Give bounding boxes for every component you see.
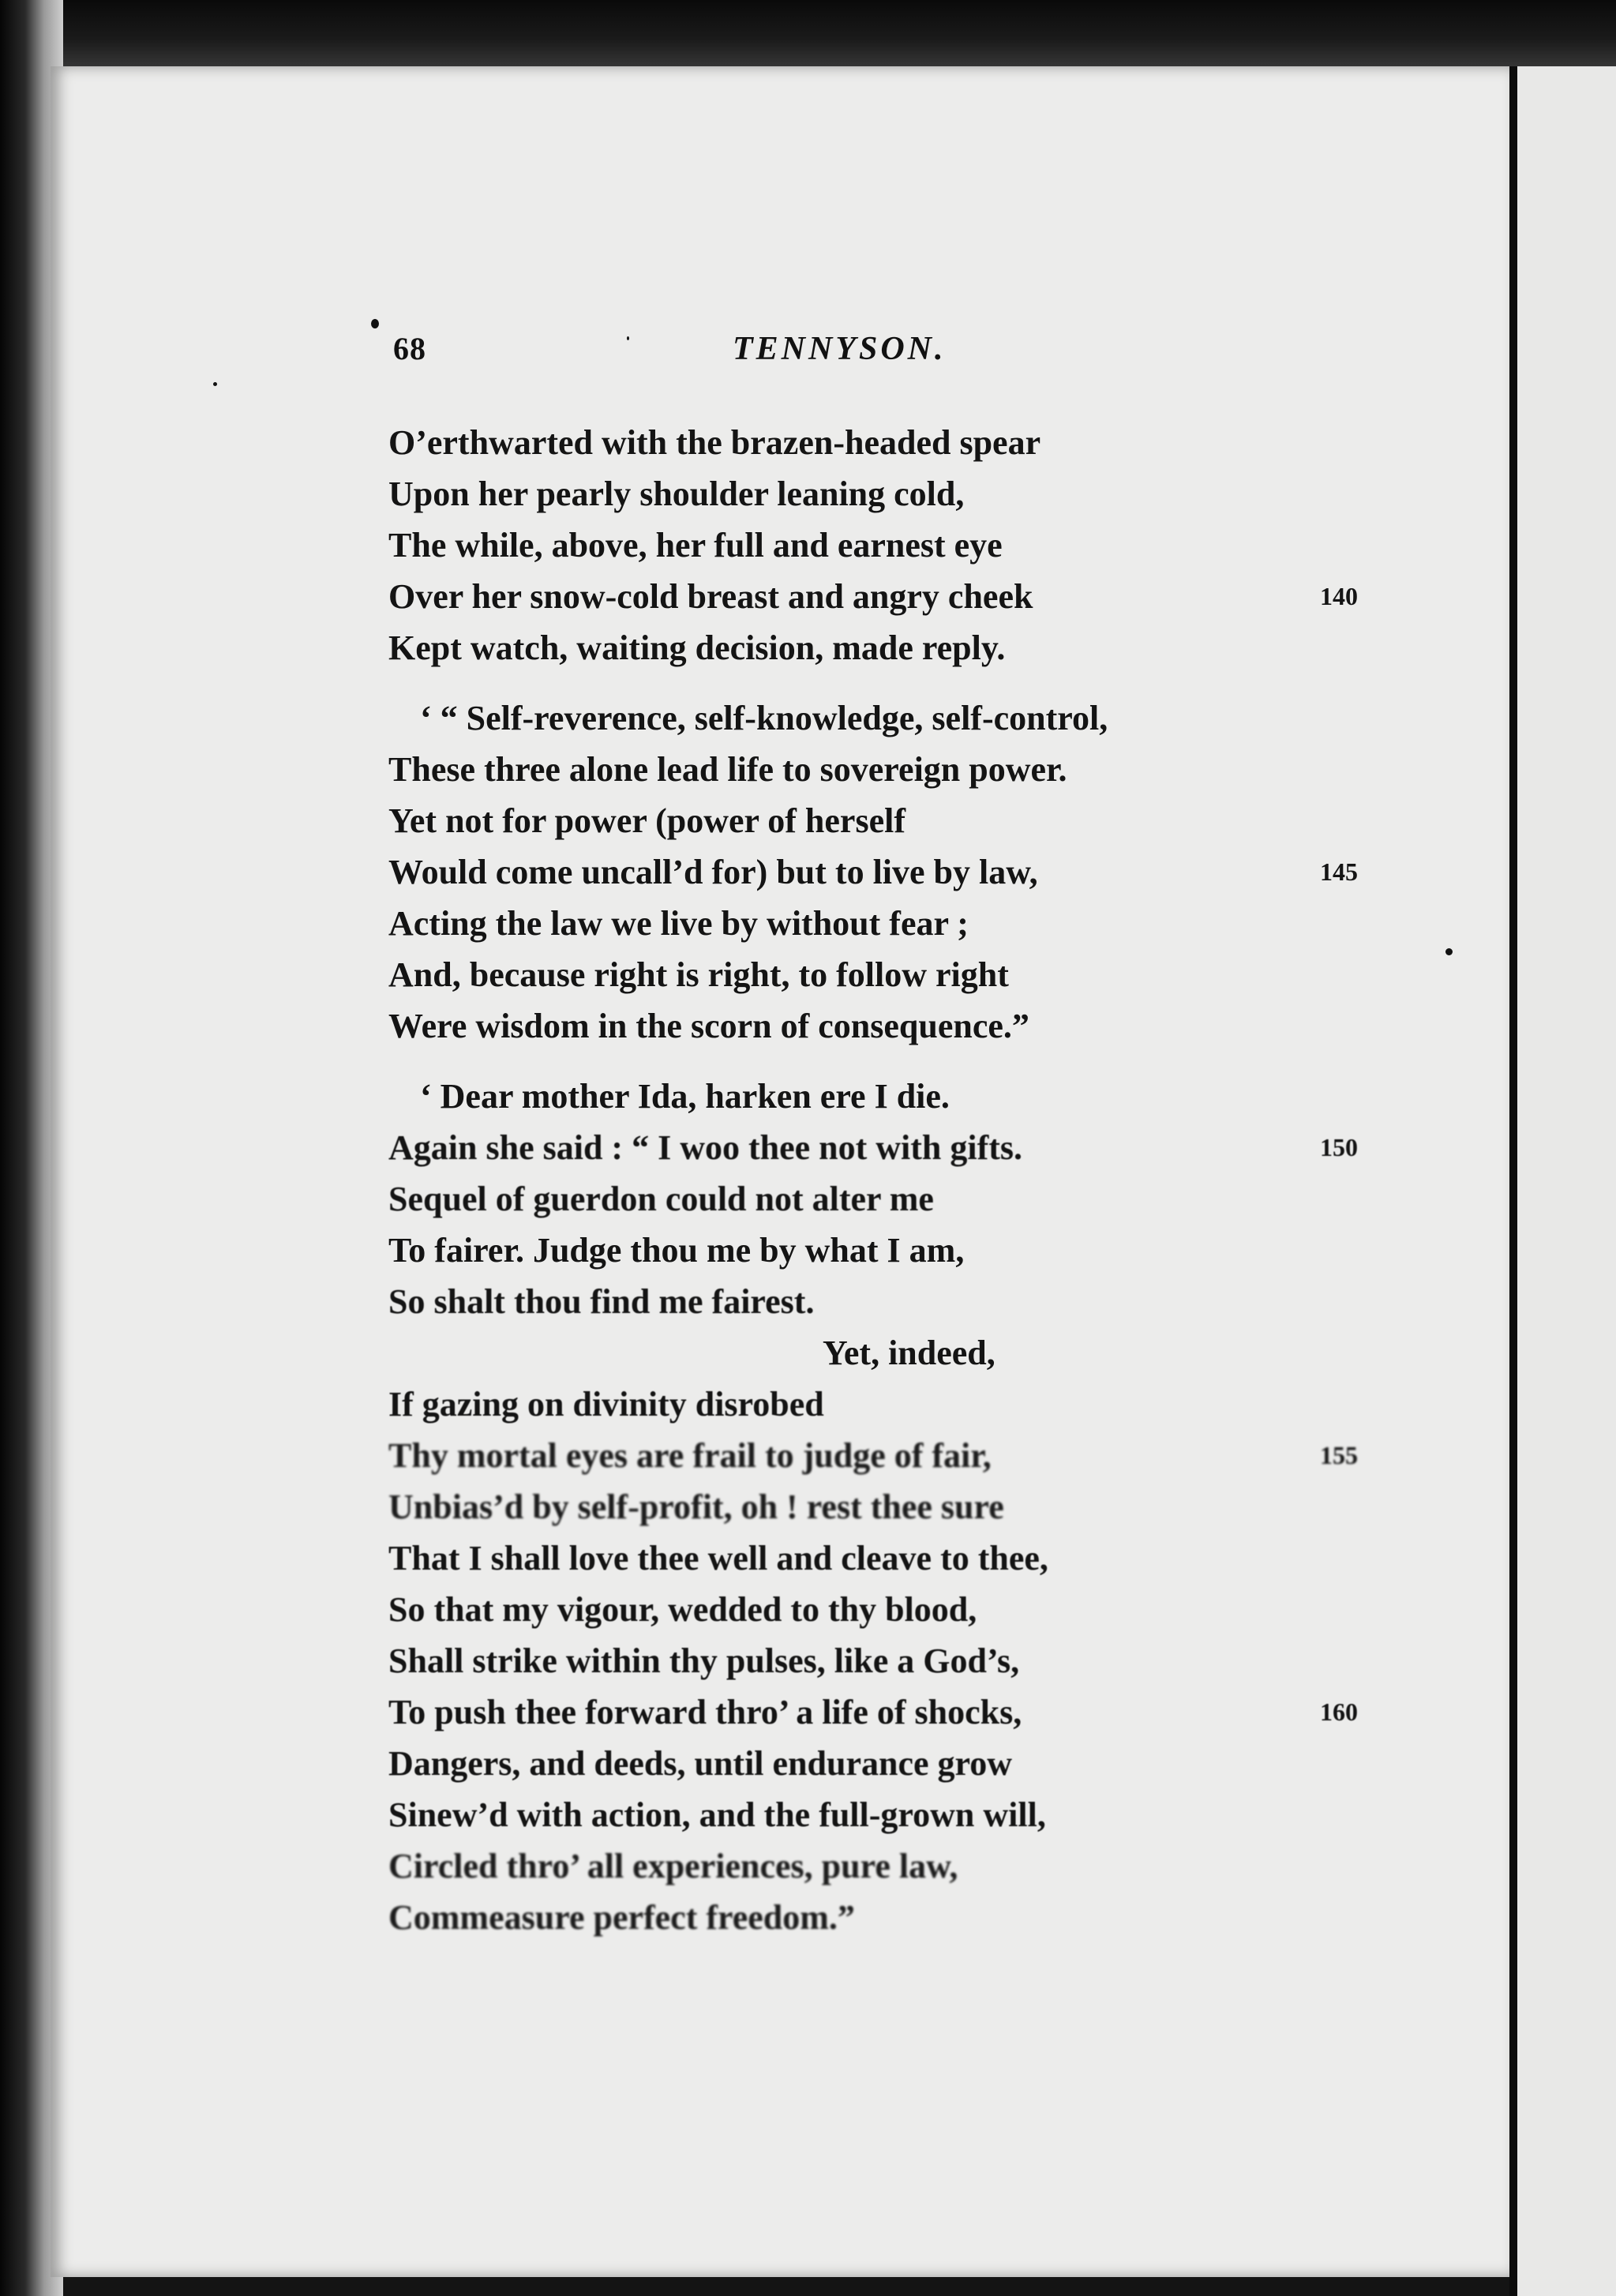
line-number: 155: [1320, 1441, 1358, 1469]
line-text: Circled thro’ all experiences, pure law,: [388, 1847, 958, 1885]
line-text: So shalt thou find me fairest.: [388, 1282, 815, 1321]
line-number: 160: [1320, 1698, 1358, 1726]
line-text: These three alone lead life to sovereign power.: [388, 750, 1067, 789]
poem-line: [388, 692, 1415, 744]
line-text: Yet, indeed,: [823, 1334, 995, 1372]
poem-line: [388, 1584, 1415, 1635]
poem-line: [388, 1276, 1415, 1327]
poem-line: [388, 1379, 1415, 1430]
line-text: Yet not for power (power of herself: [388, 801, 905, 840]
poem-line: [388, 622, 1415, 673]
running-title: TENNYSON.: [733, 331, 947, 367]
running-head: [393, 330, 1009, 385]
poem-text: [388, 417, 1415, 1943]
poem-line: [388, 1000, 1415, 1052]
line-text: ‘ Dear mother Ida, harken ere I die.: [420, 1077, 950, 1116]
line-text: Sequel of guerdon could not alter me: [388, 1180, 934, 1218]
line-text: Over her snow-cold breast and angry cheek: [388, 577, 1033, 616]
line-text: If gazing on divinity disrobed: [388, 1385, 824, 1424]
line-text: O’erthwarted with the brazen-headed spear: [388, 423, 1041, 462]
facing-page-edge: [1509, 66, 1616, 2296]
poem-line: [388, 571, 1415, 622]
poem-line: [388, 1892, 1415, 1943]
line-text: The while, above, her full and earnest eye: [388, 526, 1003, 565]
poem-line: [388, 1122, 1415, 1173]
line-text: Commeasure perfect freedom.”: [388, 1898, 855, 1937]
line-text: Shall strike within thy pulses, like a God’s,: [388, 1641, 1020, 1680]
line-number: 145: [1320, 857, 1358, 886]
poem-line: [388, 520, 1415, 571]
line-text: Upon her pearly shoulder leaning cold,: [388, 475, 965, 513]
page-number: 68: [393, 331, 426, 366]
line-text: Kept watch, waiting decision, made reply.: [388, 628, 1006, 667]
line-text: So that my vigour, wedded to thy blood,: [388, 1590, 977, 1629]
ink-speck: [213, 382, 217, 386]
line-number: 140: [1320, 582, 1358, 610]
line-text: To fairer. Judge thou me by what I am,: [388, 1231, 965, 1270]
poem-line: [388, 1481, 1415, 1533]
poem-line: [388, 1840, 1415, 1892]
scan-top-edge: [0, 0, 1616, 71]
line-text: Thy mortal eyes are frail to judge of fair,: [388, 1436, 992, 1475]
line-text: To push thee forward thro’ a life of shocks,: [388, 1693, 1022, 1731]
poem-line: [388, 1686, 1415, 1738]
line-text: Were wisdom in the scorn of consequence.”: [388, 1007, 1029, 1045]
poem-line: [388, 1225, 1415, 1276]
poem-line: [388, 1789, 1415, 1840]
poem-line: [388, 468, 1415, 520]
line-text: ‘ “ Self-reverence, self-knowledge, self-control,: [420, 699, 1108, 737]
poem-line: [388, 898, 1415, 949]
line-text: Unbias’d by self-profit, oh ! rest thee sure: [388, 1488, 1004, 1526]
line-text: And, because right is right, to follow right: [388, 955, 1009, 994]
line-text: Again she said : “ I woo thee not with gifts.: [388, 1128, 1023, 1167]
poem-line: [388, 1327, 1415, 1379]
line-text: That I shall love thee well and cleave to thee,: [388, 1539, 1048, 1578]
line-text: Dangers, and deeds, until endurance grow: [388, 1744, 1013, 1783]
ink-speck: [1445, 948, 1453, 955]
ink-speck: [371, 319, 379, 328]
poem-line: [388, 1071, 1415, 1122]
poem-line: [388, 1430, 1415, 1481]
poem-line: [388, 417, 1415, 468]
poem-line: [388, 1533, 1415, 1584]
line-number: 150: [1320, 1133, 1358, 1161]
line-text: Would come uncall’d for) but to live by law,: [388, 853, 1038, 891]
poem-line: [388, 744, 1415, 795]
poem-line: [388, 1635, 1415, 1686]
poem-line: [388, 1173, 1415, 1225]
line-text: Sinew’d with action, and the full-grown will,: [388, 1795, 1046, 1834]
poem-line: [388, 949, 1415, 1000]
poem-line: [388, 1738, 1415, 1789]
line-text: Acting the law we live by without fear ;: [388, 904, 969, 943]
poem-line: [388, 846, 1415, 898]
poem-line: [388, 795, 1415, 846]
